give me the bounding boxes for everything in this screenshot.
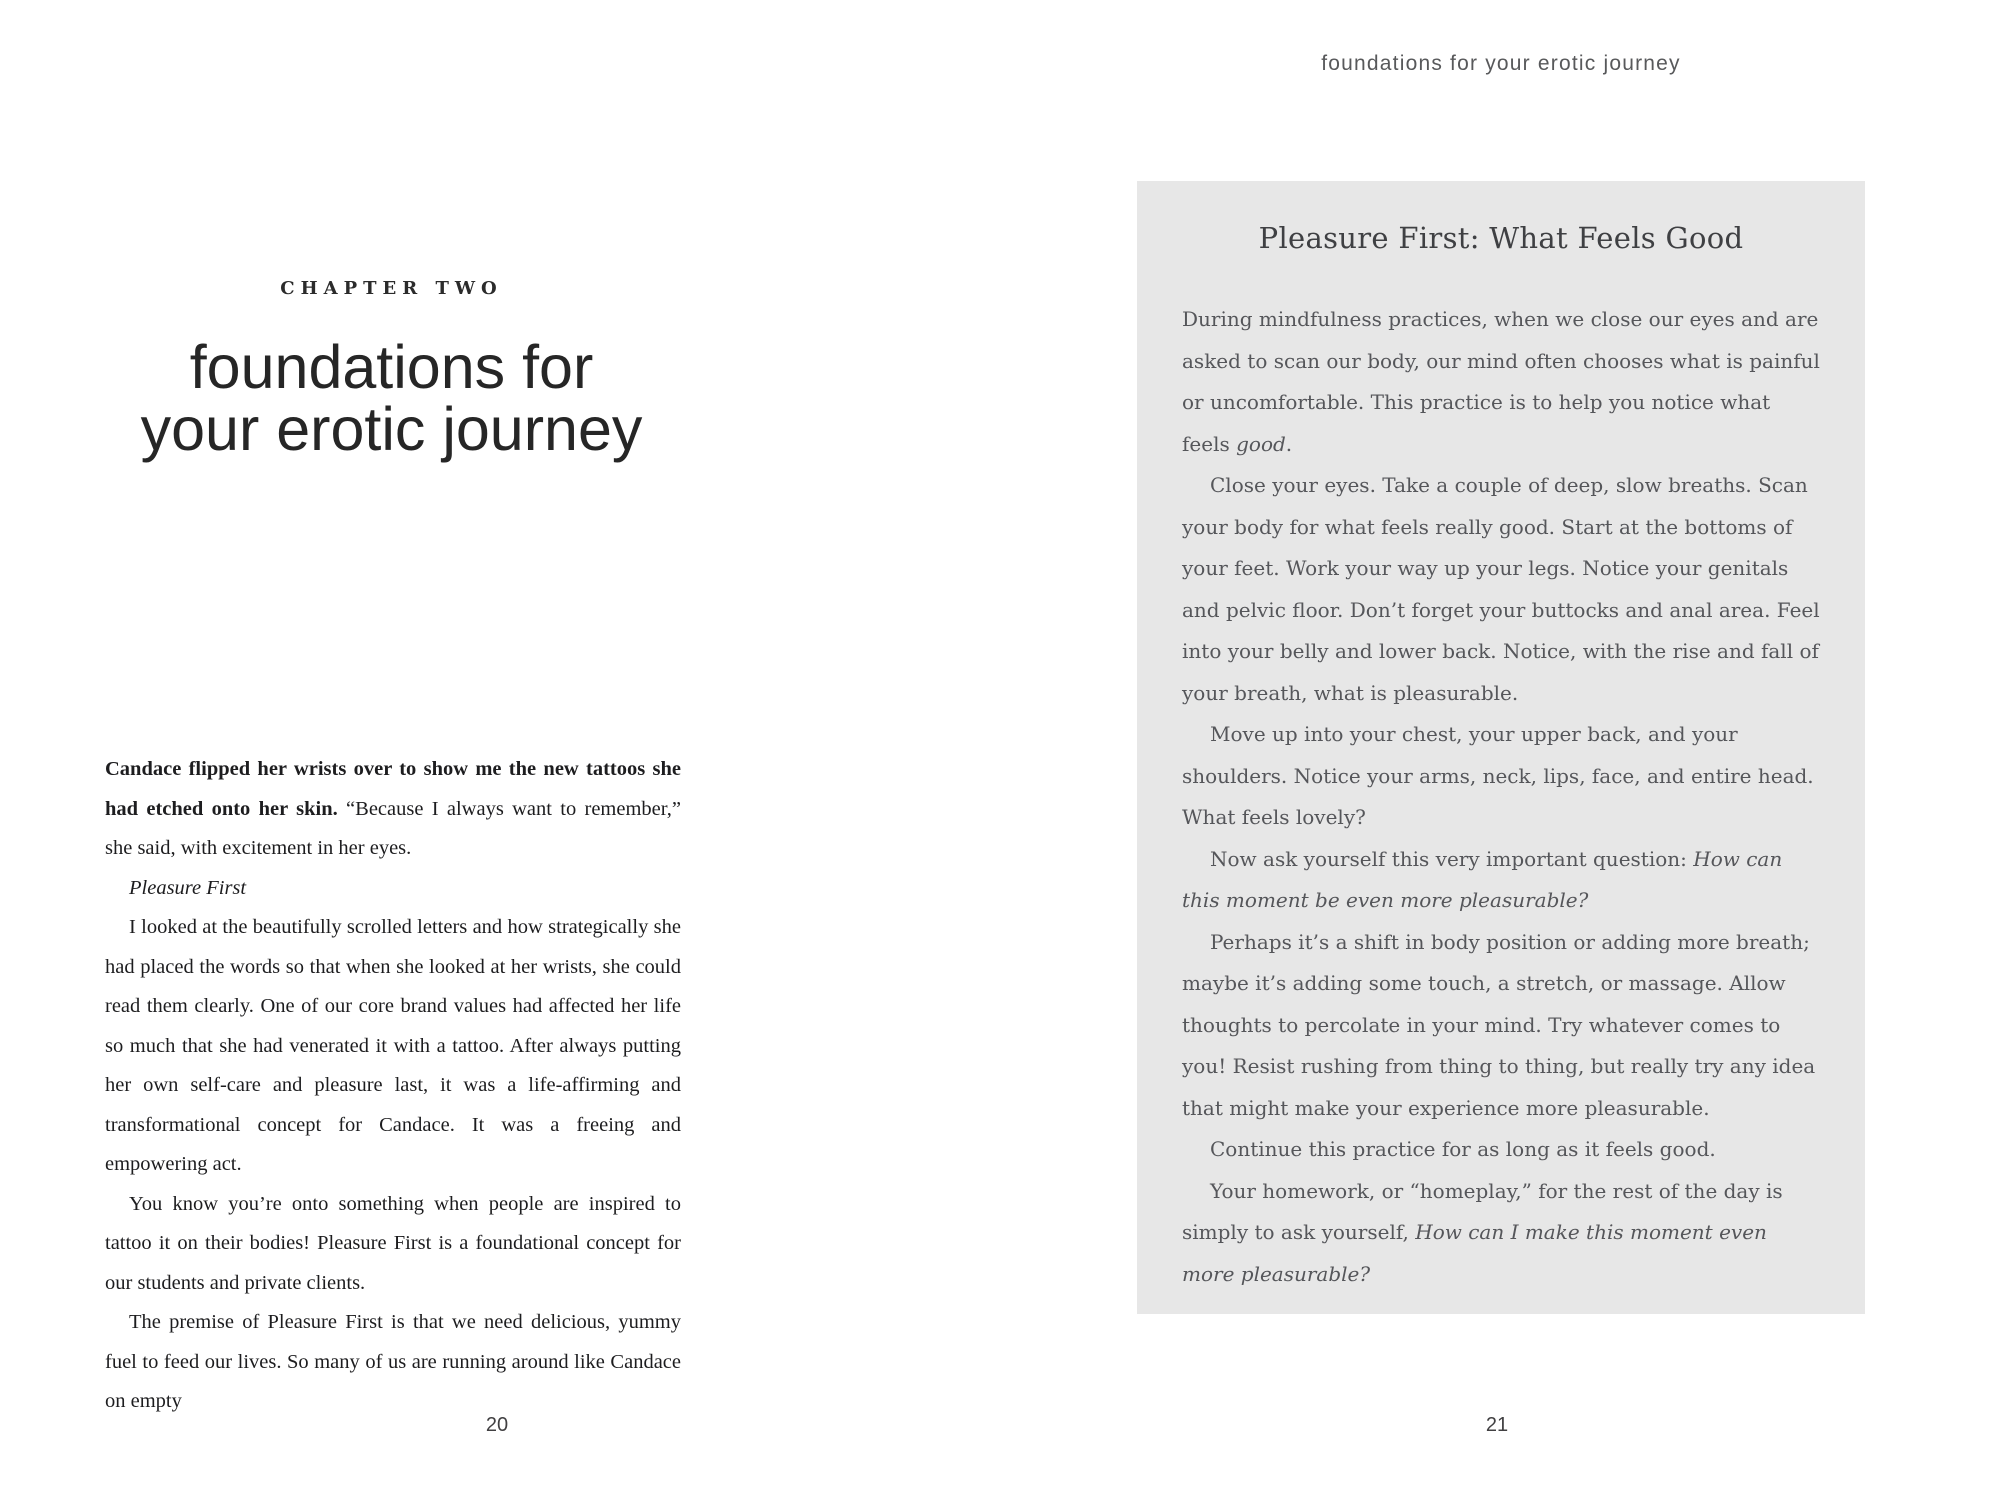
paragraph: Your homework, or “homeplay,” for the rest of the day is simply to ask yourself, How can I make this moment even more pleasurable?: [1182, 1178, 1783, 1286]
practice-box-title: Pleasure First: What Feels Good: [1258, 221, 1744, 255]
paragraph: Now ask yourself this very important question: How can this moment be even more pleasurable?: [1182, 846, 1783, 912]
practice-box-body: [1182, 299, 1820, 1295]
chapter-label: CHAPTER TWO: [280, 278, 503, 299]
left-page-body: [105, 750, 681, 1422]
paragraph: You know you’re onto something when people are inspired to tattoo it on their bodies! Pleasure First is a foundational concept for our students and private clients.: [105, 1192, 681, 1294]
page-number-right: 21: [1485, 1414, 1509, 1436]
paragraph: The premise of Pleasure First is that we need delicious, yummy fuel to feed our lives. So many of us are running around like Candace on empty: [105, 1311, 681, 1412]
paragraph: Move up into your chest, your upper back, and your shoulders. Notice your arms, neck, lips, face, and entire head. What feels lovely?: [1182, 722, 1814, 829]
paragraph: Close your eyes. Take a couple of deep, slow breaths. Scan your body for what feels really good. Start at the bottoms of your feet. Work your way up your legs. Notice your genitals and pelvic floor. Don’t forget your buttocks and anal area. Feel into your belly and lower back. Notice, with the rise and fall of your breath, what is pleasurable.: [1182, 473, 1820, 705]
practice-box: [1137, 181, 1865, 1314]
paragraph: Perhaps it’s a shift in body position or adding more breath; maybe it’s adding some touch, a stretch, or massage. Allow thoughts to percolate in your mind. Try whatever comes to you! Resist rushing from thing to thing, but really try any idea that might make your experience more pleasurable.: [1182, 929, 1816, 1120]
paragraph: Continue this practice for as long as it feels good.: [1210, 1137, 1716, 1161]
page-number-left: 20: [485, 1414, 509, 1436]
running-header: foundations for your erotic journey: [1321, 52, 1681, 75]
chapter-title-line2: your erotic journey: [140, 395, 643, 463]
paragraph: I looked at the beautifully scrolled letters and how strategically she had placed the words so that when she looked at her wrists, she could read them clearly. One of our core brand values had affected her life so much that she had venerated it with a tattoo. After always putting her own self-care and pleasure last, it was a life-affirming and transformational concept for Candace. It was a freeing and empowering act.: [105, 916, 681, 1175]
paragraph: Pleasure First: [129, 876, 247, 899]
chapter-title: [55, 333, 728, 463]
chapter-title-line1: foundations for: [189, 333, 594, 401]
paragraph: Candace flipped her wrists over to show me the new tattoos she had etched onto her skin. “Because I always want to remember,” she said, with excitement in her eyes.: [105, 758, 681, 859]
paragraph: During mindfulness practices, when we close our eyes and are asked to scan our body, our mind often chooses what is painful or uncomfortable. This practice is to help you notice what feels good.: [1182, 307, 1820, 456]
